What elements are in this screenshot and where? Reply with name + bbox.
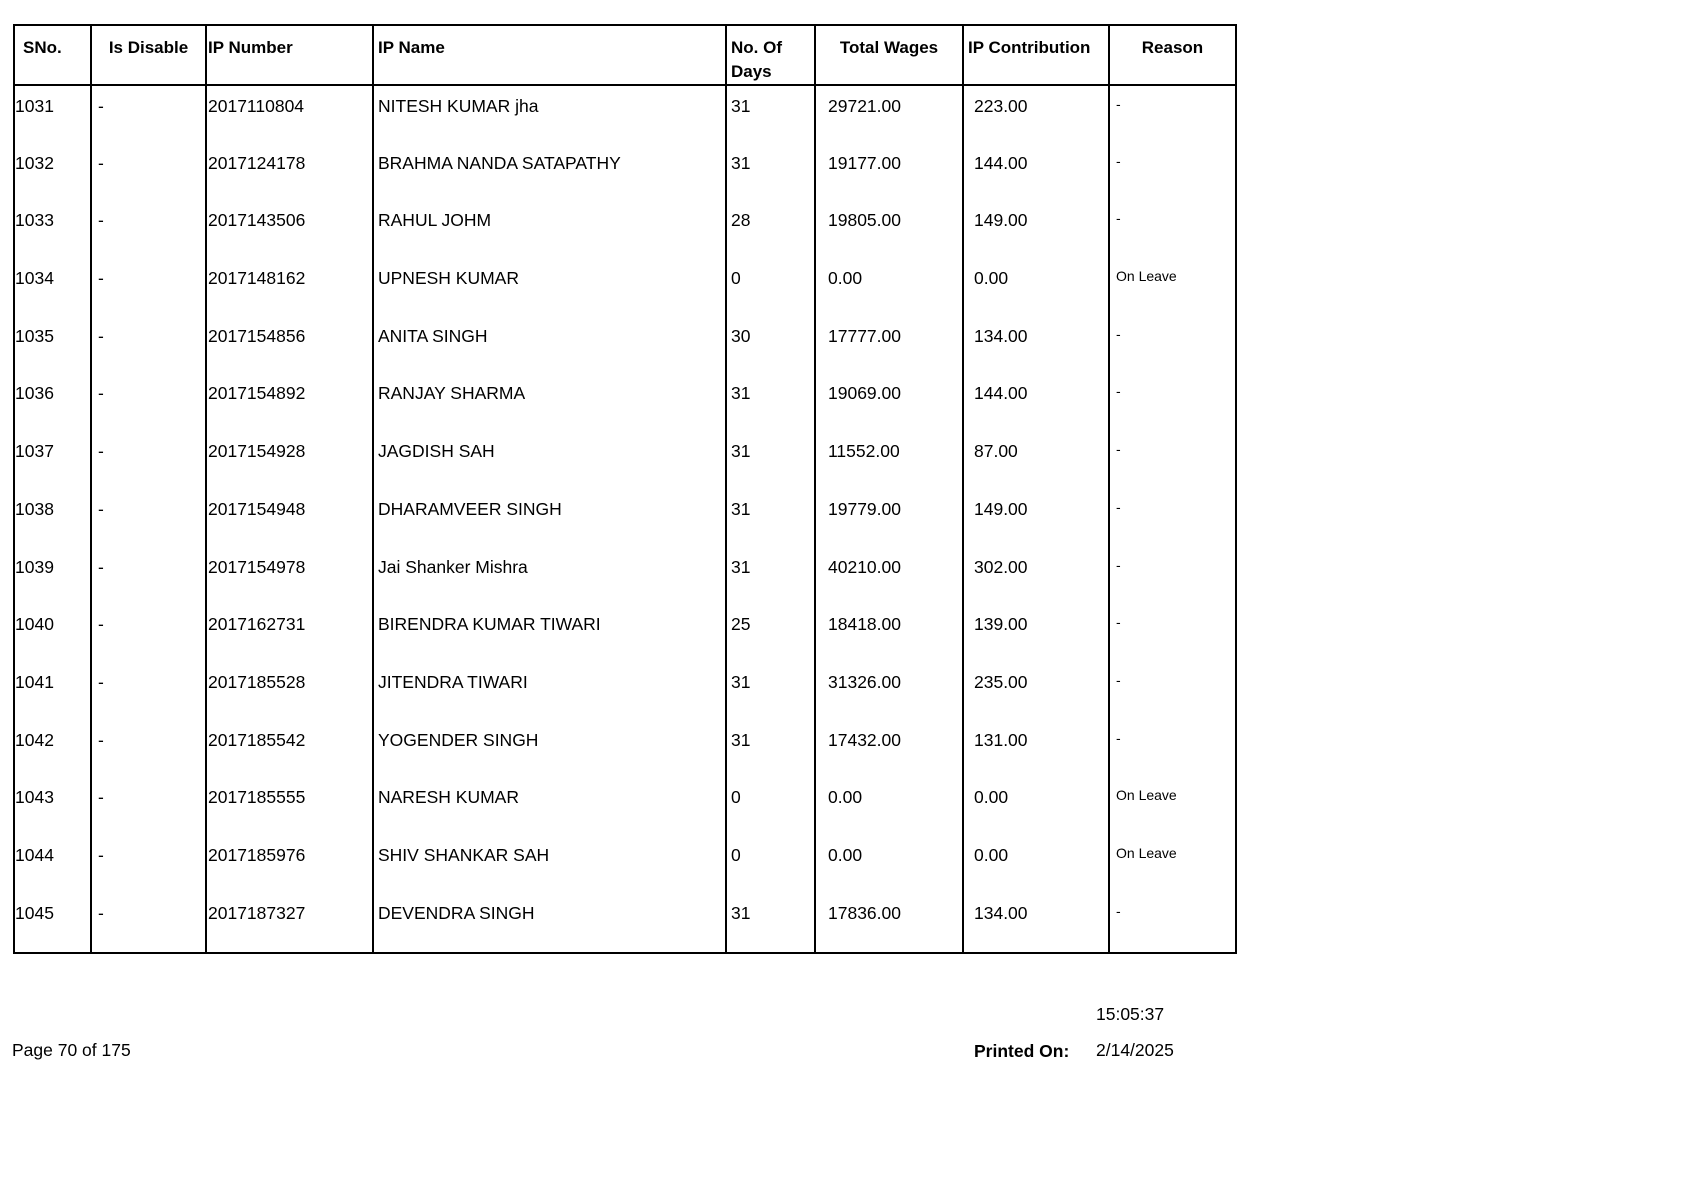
header-row (14, 25, 1236, 85)
cell-is-disable: - (91, 143, 206, 201)
cell-reason: - (1109, 200, 1236, 258)
cell-total-wages: 19805.00 (815, 200, 963, 258)
cell-sno: 1039 (14, 547, 91, 605)
cell-ip-number: 2017154892 (206, 373, 373, 431)
header-ip-name: IP Name (373, 25, 726, 85)
cell-ip-number: 2017154978 (206, 547, 373, 605)
table-row (14, 777, 1236, 835)
cell-total-wages: 19177.00 (815, 143, 963, 201)
cell-ip-name: RANJAY SHARMA (373, 373, 726, 431)
header-ip-number: IP Number (206, 25, 373, 85)
cell-ip-name: SHIV SHANKAR SAH (373, 835, 726, 893)
cell-no-of-days: 28 (726, 200, 815, 258)
cell-ip-number: 2017185555 (206, 777, 373, 835)
cell-ip-name: ANITA SINGH (373, 316, 726, 374)
table-row (14, 373, 1236, 431)
cell-ip-contribution: 0.00 (963, 835, 1109, 893)
cell-reason: - (1109, 604, 1236, 662)
cell-reason: On Leave (1109, 258, 1236, 316)
table-row (14, 720, 1236, 778)
cell-sno: 1033 (14, 200, 91, 258)
cell-total-wages: 17432.00 (815, 720, 963, 778)
cell-sno: 1038 (14, 489, 91, 547)
cell-ip-number: 2017148162 (206, 258, 373, 316)
cell-is-disable: - (91, 489, 206, 547)
cell-no-of-days: 0 (726, 258, 815, 316)
table-row (14, 316, 1236, 374)
cell-reason: - (1109, 143, 1236, 201)
header-total-wages: Total Wages (815, 25, 963, 85)
cell-no-of-days: 31 (726, 143, 815, 201)
cell-total-wages: 19069.00 (815, 373, 963, 431)
cell-ip-number: 2017162731 (206, 604, 373, 662)
cell-total-wages: 17777.00 (815, 316, 963, 374)
cell-sno: 1034 (14, 258, 91, 316)
cell-ip-name: DEVENDRA SINGH (373, 893, 726, 953)
cell-no-of-days: 31 (726, 85, 815, 143)
cell-ip-contribution: 149.00 (963, 489, 1109, 547)
contribution-table (13, 24, 1237, 954)
cell-ip-number: 2017110804 (206, 85, 373, 143)
cell-no-of-days: 0 (726, 835, 815, 893)
cell-no-of-days: 31 (726, 373, 815, 431)
printed-date: 2/14/2025 (1096, 1040, 1174, 1060)
cell-is-disable: - (91, 720, 206, 778)
cell-is-disable: - (91, 547, 206, 605)
cell-ip-contribution: 302.00 (963, 547, 1109, 605)
cell-ip-number: 2017185542 (206, 720, 373, 778)
cell-ip-number: 2017185528 (206, 662, 373, 720)
cell-is-disable: - (91, 662, 206, 720)
cell-is-disable: - (91, 604, 206, 662)
cell-no-of-days: 31 (726, 893, 815, 953)
cell-is-disable: - (91, 200, 206, 258)
cell-is-disable: - (91, 373, 206, 431)
cell-ip-number: 2017124178 (206, 143, 373, 201)
cell-sno: 1032 (14, 143, 91, 201)
cell-total-wages: 18418.00 (815, 604, 963, 662)
cell-is-disable: - (91, 258, 206, 316)
cell-ip-name: YOGENDER SINGH (373, 720, 726, 778)
cell-sno: 1037 (14, 431, 91, 489)
cell-no-of-days: 31 (726, 720, 815, 778)
cell-no-of-days: 31 (726, 662, 815, 720)
cell-ip-contribution: 0.00 (963, 258, 1109, 316)
cell-ip-number: 2017154948 (206, 489, 373, 547)
cell-total-wages: 0.00 (815, 777, 963, 835)
cell-no-of-days: 31 (726, 431, 815, 489)
cell-total-wages: 0.00 (815, 835, 963, 893)
header-is-disable: Is Disable (91, 25, 206, 85)
table-row (14, 662, 1236, 720)
cell-no-of-days: 30 (726, 316, 815, 374)
header-ip-contribution: IP Contribution (963, 25, 1109, 85)
cell-ip-contribution: 0.00 (963, 777, 1109, 835)
cell-no-of-days: 31 (726, 489, 815, 547)
cell-ip-name: NARESH KUMAR (373, 777, 726, 835)
cell-ip-contribution: 134.00 (963, 316, 1109, 374)
table-row (14, 835, 1236, 893)
cell-ip-number: 2017154928 (206, 431, 373, 489)
page-number: Page 70 of 175 (12, 1040, 131, 1060)
cell-sno: 1036 (14, 373, 91, 431)
cell-total-wages: 29721.00 (815, 85, 963, 143)
cell-ip-contribution: 134.00 (963, 893, 1109, 953)
cell-ip-name: JAGDISH SAH (373, 431, 726, 489)
cell-reason: - (1109, 489, 1236, 547)
cell-ip-name: RAHUL JOHM (373, 200, 726, 258)
cell-ip-number: 2017143506 (206, 200, 373, 258)
cell-ip-contribution: 139.00 (963, 604, 1109, 662)
cell-sno: 1043 (14, 777, 91, 835)
cell-is-disable: - (91, 85, 206, 143)
cell-no-of-days: 0 (726, 777, 815, 835)
cell-is-disable: - (91, 777, 206, 835)
cell-ip-contribution: 235.00 (963, 662, 1109, 720)
cell-total-wages: 0.00 (815, 258, 963, 316)
cell-ip-number: 2017187327 (206, 893, 373, 953)
cell-reason: - (1109, 547, 1236, 605)
cell-sno: 1042 (14, 720, 91, 778)
cell-ip-contribution: 87.00 (963, 431, 1109, 489)
cell-total-wages: 11552.00 (815, 431, 963, 489)
cell-total-wages: 40210.00 (815, 547, 963, 605)
table-row (14, 604, 1236, 662)
cell-sno: 1045 (14, 893, 91, 953)
header-reason: Reason (1109, 25, 1236, 85)
cell-ip-contribution: 131.00 (963, 720, 1109, 778)
cell-reason: On Leave (1109, 835, 1236, 893)
header-no-of-days: No. Of Days (726, 25, 815, 85)
table-row (14, 893, 1236, 953)
table-row (14, 547, 1236, 605)
header-sno: SNo. (14, 25, 91, 85)
cell-ip-name: DHARAMVEER SINGH (373, 489, 726, 547)
cell-ip-contribution: 144.00 (963, 373, 1109, 431)
cell-reason: On Leave (1109, 777, 1236, 835)
cell-reason: - (1109, 662, 1236, 720)
cell-ip-contribution: 149.00 (963, 200, 1109, 258)
cell-reason: - (1109, 85, 1236, 143)
cell-sno: 1044 (14, 835, 91, 893)
cell-is-disable: - (91, 316, 206, 374)
cell-total-wages: 31326.00 (815, 662, 963, 720)
cell-ip-number: 2017185976 (206, 835, 373, 893)
cell-sno: 1041 (14, 662, 91, 720)
cell-reason: - (1109, 316, 1236, 374)
cell-sno: 1031 (14, 85, 91, 143)
cell-total-wages: 19779.00 (815, 489, 963, 547)
cell-ip-contribution: 223.00 (963, 85, 1109, 143)
table-row (14, 85, 1236, 143)
cell-reason: - (1109, 431, 1236, 489)
cell-reason: - (1109, 893, 1236, 953)
table-row (14, 431, 1236, 489)
cell-ip-name: NITESH KUMAR jha (373, 85, 726, 143)
cell-is-disable: - (91, 431, 206, 489)
cell-no-of-days: 25 (726, 604, 815, 662)
table-row (14, 258, 1236, 316)
table-row (14, 143, 1236, 201)
printed-on-label: Printed On: (974, 1041, 1070, 1061)
cell-is-disable: - (91, 835, 206, 893)
cell-ip-number: 2017154856 (206, 316, 373, 374)
cell-no-of-days: 31 (726, 547, 815, 605)
table-row (14, 200, 1236, 258)
cell-total-wages: 17836.00 (815, 893, 963, 953)
cell-ip-name: Jai Shanker Mishra (373, 547, 726, 605)
cell-ip-name: JITENDRA TIWARI (373, 662, 726, 720)
cell-ip-name: BRAHMA NANDA SATAPATHY (373, 143, 726, 201)
table-row (14, 489, 1236, 547)
cell-sno: 1035 (14, 316, 91, 374)
cell-is-disable: - (91, 893, 206, 953)
cell-reason: - (1109, 373, 1236, 431)
cell-sno: 1040 (14, 604, 91, 662)
table-body (14, 85, 1236, 953)
cell-reason: - (1109, 720, 1236, 778)
cell-ip-contribution: 144.00 (963, 143, 1109, 201)
cell-ip-name: BIRENDRA KUMAR TIWARI (373, 604, 726, 662)
printed-time: 15:05:37 (1096, 1004, 1165, 1024)
cell-ip-name: UPNESH KUMAR (373, 258, 726, 316)
